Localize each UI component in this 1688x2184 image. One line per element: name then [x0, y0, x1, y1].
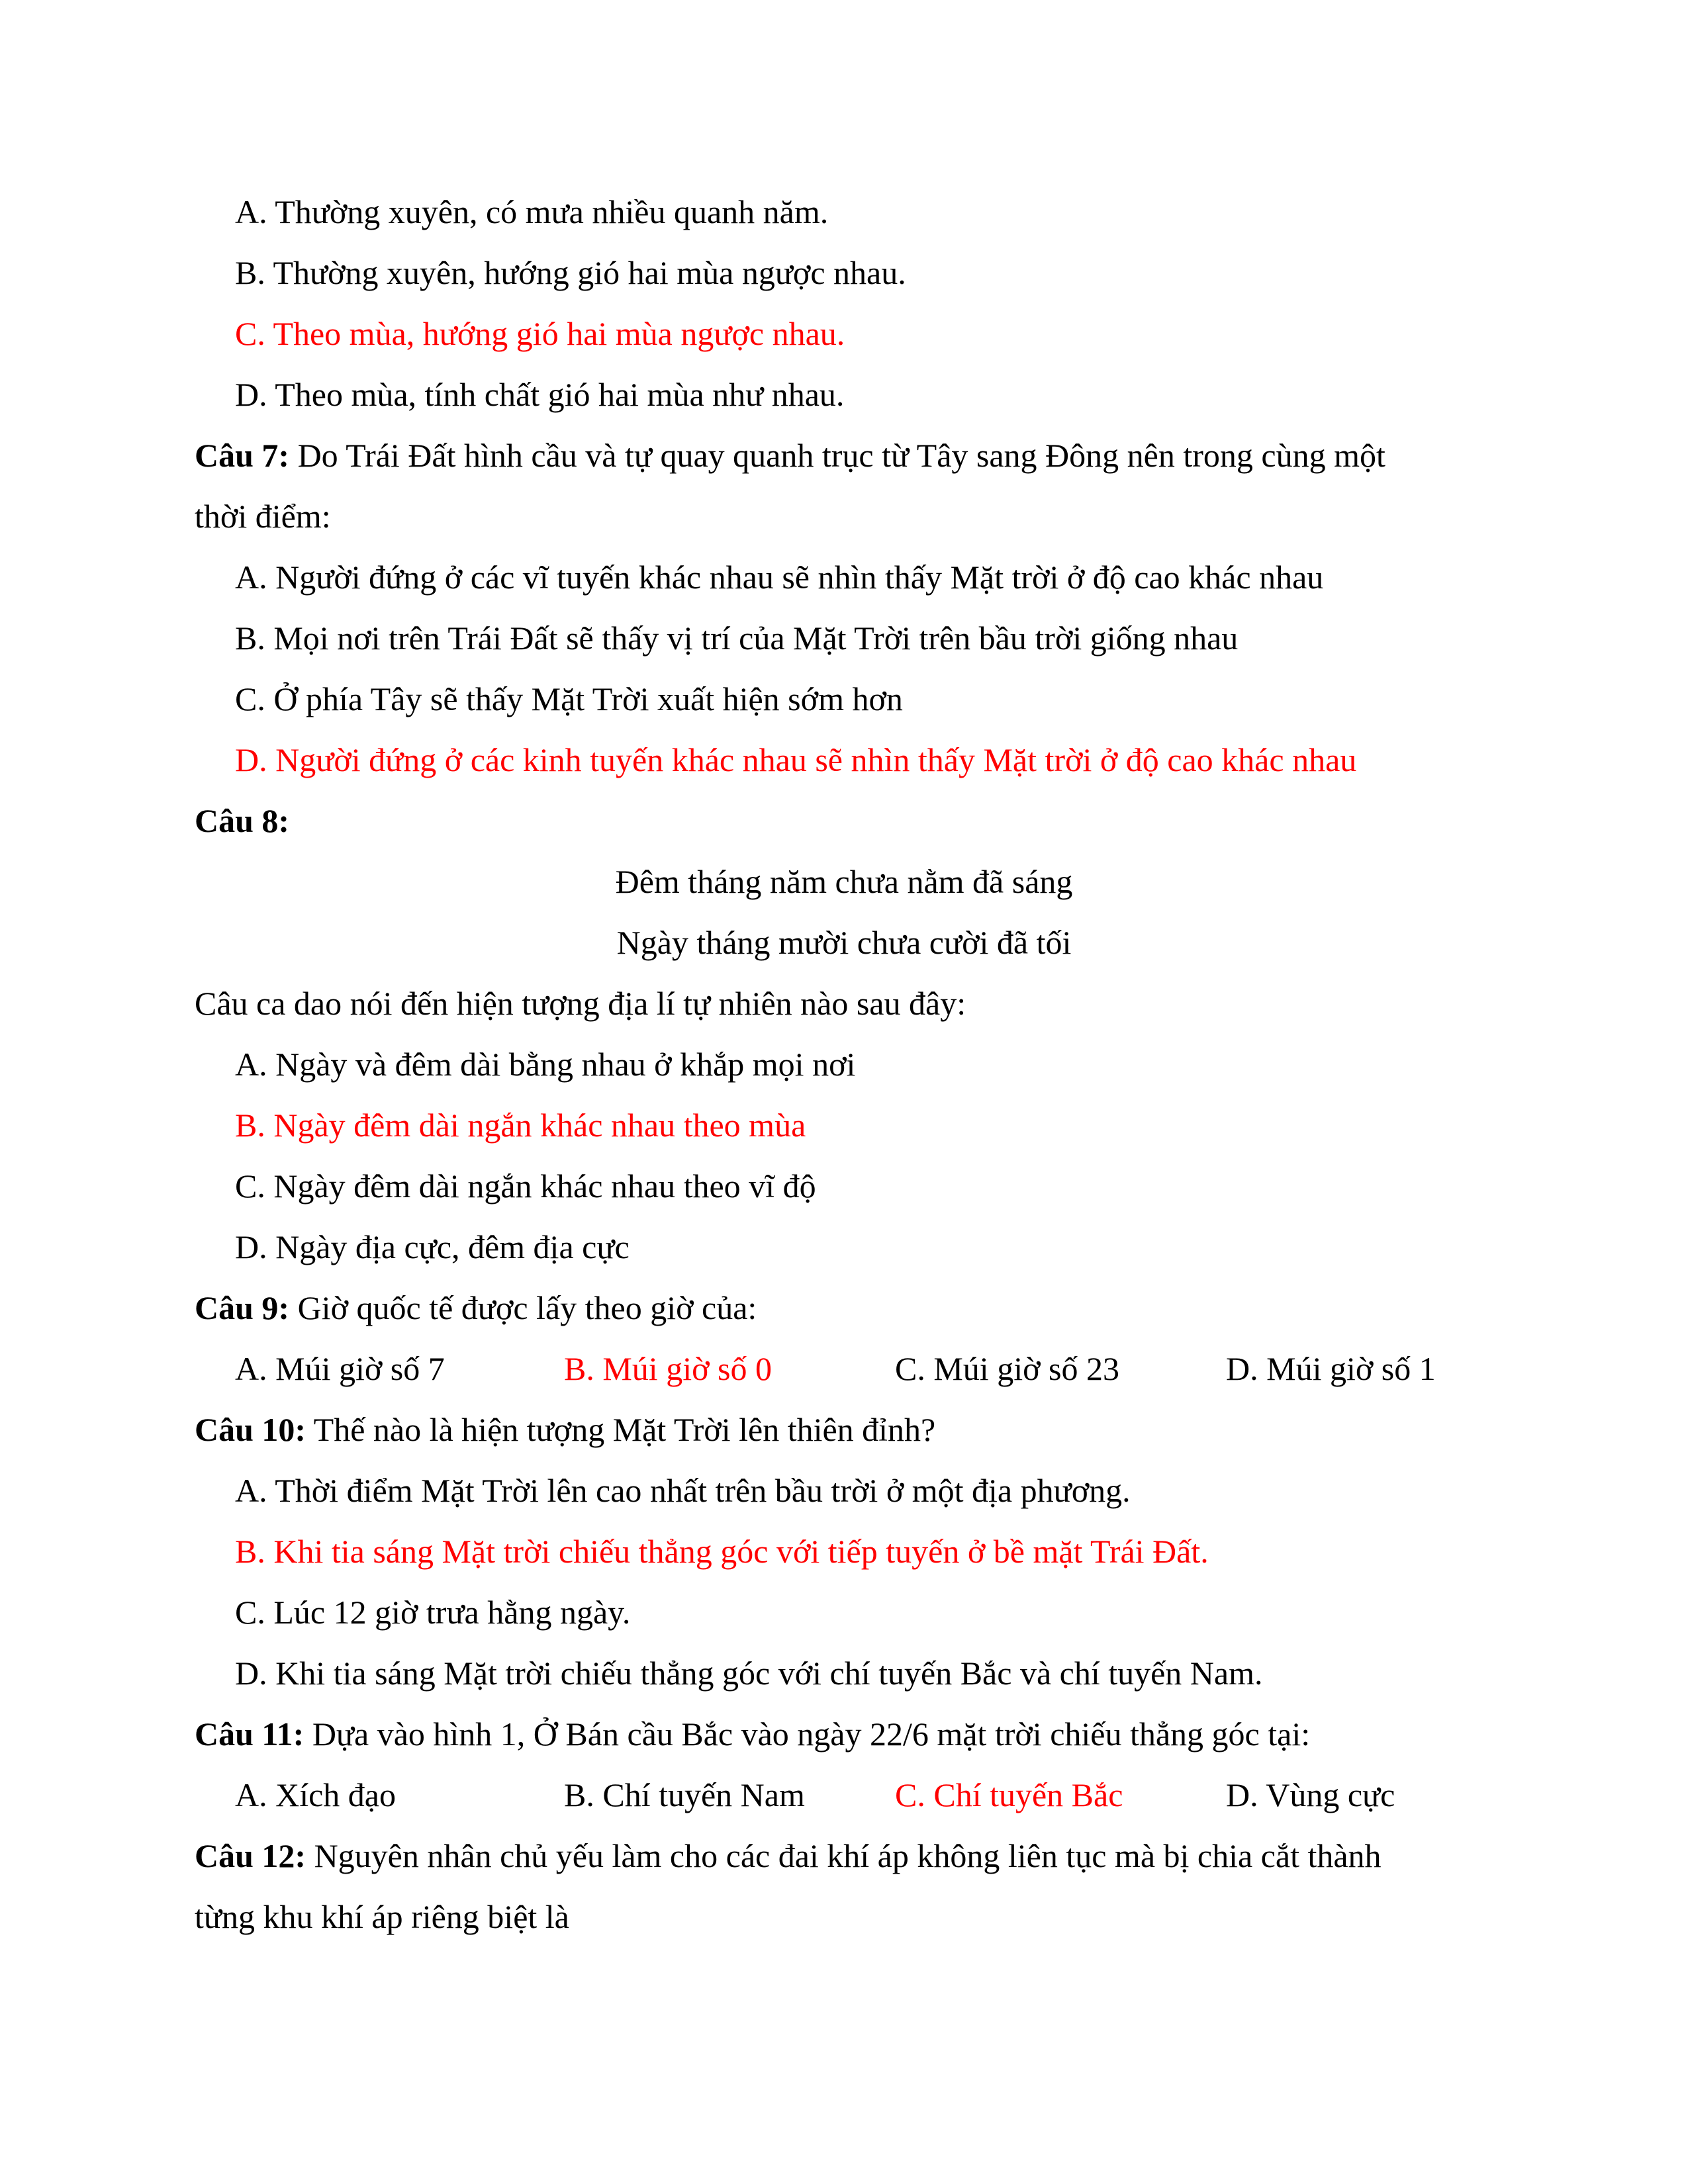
- q11-stem: [195, 1714, 1310, 1754]
- q6-option-b: B. Thường xuyên, hướng gió hai mùa ngược nhau.: [235, 254, 906, 291]
- q8-label: Câu 8:: [195, 802, 290, 839]
- q9-text: Giờ quốc tế được lấy theo giờ của:: [289, 1289, 757, 1326]
- q11-option-c-answer: C. Chí tuyến Bắc: [895, 1776, 1123, 1813]
- q6-option-c-answer: C. Theo mùa, hướng gió hai mùa ngược nhau.: [235, 315, 845, 352]
- q9-stem: [195, 1288, 757, 1328]
- q8-verse-line-2: Ngày tháng mười chưa cười đã tối: [616, 924, 1072, 961]
- q11-option-a: A. Xích đạo: [235, 1776, 396, 1813]
- q12-text: Nguyên nhân chủ yếu làm cho các đai khí áp không liên tục mà bị chia cắt thành: [306, 1837, 1382, 1874]
- q11-label: Câu 11:: [195, 1715, 305, 1752]
- q7-label: Câu 7:: [195, 437, 290, 474]
- q7-option-c: C. Ở phía Tây sẽ thấy Mặt Trời xuất hiện sớm hơn: [235, 680, 903, 717]
- q8-option-d: D. Ngày địa cực, đêm địa cực: [235, 1228, 630, 1265]
- q11-text: Dựa vào hình 1, Ở Bán cầu Bắc vào ngày 22/6 mặt trời chiếu thẳng góc tại:: [304, 1715, 1311, 1752]
- q7-text: Do Trái Đất hình cầu và tự quay quanh trục từ Tây sang Đông nên trong cùng một: [289, 437, 1385, 474]
- q10-option-d: D. Khi tia sáng Mặt trời chiếu thẳng góc với chí tuyến Bắc và chí tuyến Nam.: [235, 1655, 1263, 1692]
- q8-option-b-answer: B. Ngày đêm dài ngắn khác nhau theo mùa: [235, 1107, 806, 1144]
- q8-verse-line-1: Đêm tháng năm chưa nằm đã sáng: [615, 863, 1073, 900]
- q7-stem: [195, 435, 1385, 475]
- q7-option-d-answer: D. Người đứng ở các kinh tuyến khác nhau sẽ nhìn thấy Mặt trời ở độ cao khác nhau: [235, 741, 1357, 778]
- q10-text: Thế nào là hiện tượng Mặt Trời lên thiên đỉnh?: [306, 1411, 936, 1448]
- q11-option-d: D. Vùng cực: [1226, 1776, 1395, 1813]
- q8-option-c: C. Ngày đêm dài ngắn khác nhau theo vĩ độ: [235, 1167, 816, 1205]
- q10-option-b-answer: B. Khi tia sáng Mặt trời chiếu thẳng góc với tiếp tuyến ở bề mặt Trái Đất.: [235, 1533, 1209, 1570]
- q6-option-d: D. Theo mùa, tính chất gió hai mùa như nhau.: [235, 376, 845, 413]
- q8-option-a: A. Ngày và đêm dài bằng nhau ở khắp mọi nơi: [235, 1046, 856, 1083]
- q12-stem-cont: từng khu khí áp riêng biệt là: [195, 1898, 569, 1935]
- q9-option-d: D. Múi giờ số 1: [1226, 1350, 1436, 1387]
- q9-option-c: C. Múi giờ số 23: [895, 1350, 1119, 1387]
- q9-option-b-answer: B. Múi giờ số 0: [564, 1350, 772, 1387]
- q6-option-a: A. Thường xuyên, có mưa nhiều quanh năm.: [235, 193, 829, 230]
- q7-option-b: B. Mọi nơi trên Trái Đất sẽ thấy vị trí của Mặt Trời trên bầu trời giống nhau: [235, 619, 1239, 657]
- q7-option-a: A. Người đứng ở các vĩ tuyến khác nhau sẽ nhìn thấy Mặt trời ở độ cao khác nhau: [235, 559, 1324, 596]
- q9-option-a: A. Múi giờ số 7: [235, 1350, 445, 1387]
- q10-label: Câu 10:: [195, 1411, 306, 1448]
- q10-stem: [195, 1410, 935, 1449]
- q12-stem: [195, 1836, 1382, 1876]
- q8-prompt: Câu ca dao nói đến hiện tượng địa lí tự nhiên nào sau đây:: [195, 985, 966, 1022]
- q9-label: Câu 9:: [195, 1289, 290, 1326]
- q11-option-b: B. Chí tuyến Nam: [564, 1776, 805, 1813]
- q7-stem-cont: thời điểm:: [195, 498, 331, 535]
- q10-option-a: A. Thời điểm Mặt Trời lên cao nhất trên bầu trời ở một địa phương.: [235, 1472, 1131, 1509]
- q10-option-c: C. Lúc 12 giờ trưa hằng ngày.: [235, 1594, 631, 1631]
- q12-label: Câu 12:: [195, 1837, 306, 1874]
